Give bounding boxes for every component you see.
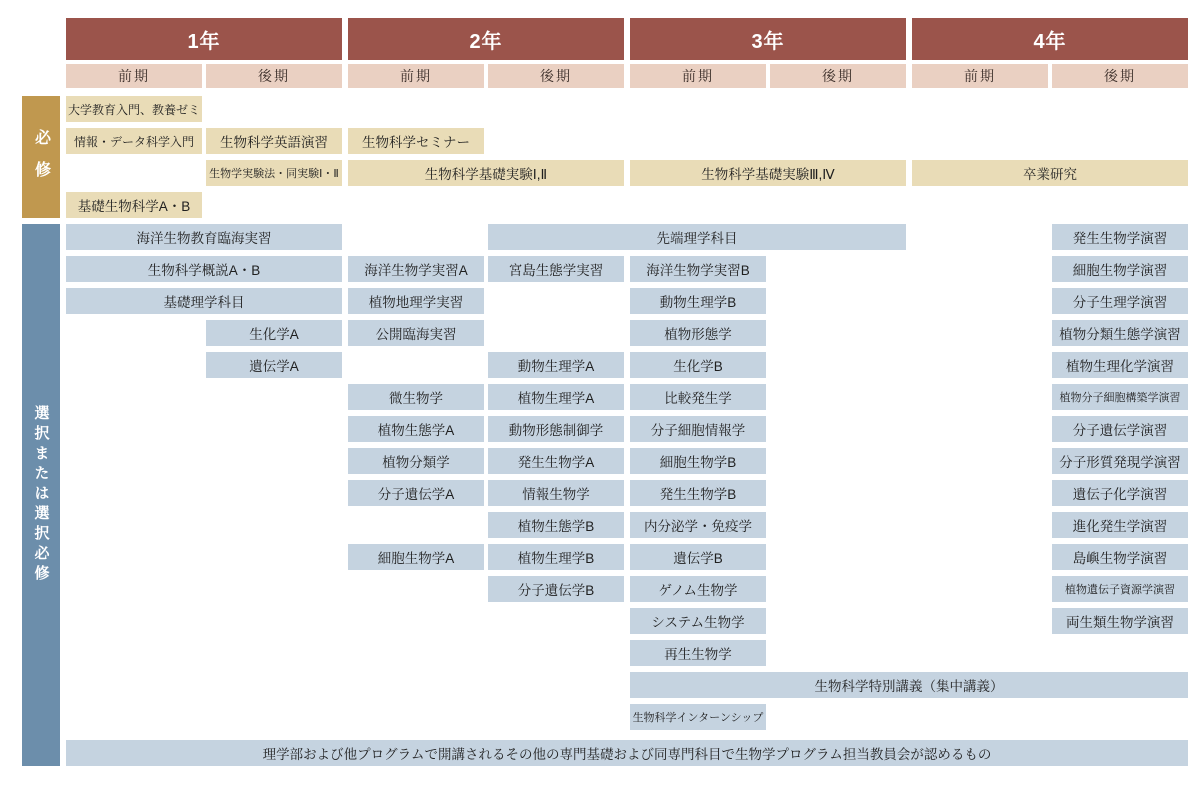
course-box: 生物科学インターンシップ [630,704,766,730]
course-box: 分子遺伝学B [488,576,624,602]
course-box: 細胞生物学B [630,448,766,474]
course-box: 発生生物学B [630,480,766,506]
term-header-y2-first: 前期 [348,64,484,88]
course-box: 分子形質発現学演習 [1052,448,1188,474]
course-box: 植物分類学 [348,448,484,474]
course-box: 宮島生態学実習 [488,256,624,282]
term-header-y1-second: 後期 [206,64,342,88]
course-box: 植物生態学A [348,416,484,442]
course-box: 遺伝学A [206,352,342,378]
course-box: 発生生物学A [488,448,624,474]
course-box: 生物学実験法・同実験Ⅰ・Ⅱ [206,160,342,186]
course-box: 細胞生物学演習 [1052,256,1188,282]
course-box: 植物地理学実習 [348,288,484,314]
term-header-y4-first: 前期 [912,64,1048,88]
course-box: 植物生理学A [488,384,624,410]
course-box: 動物生理学B [630,288,766,314]
course-box: ゲノム生物学 [630,576,766,602]
course-box: 生物科学特別講義（集中講義） [630,672,1188,698]
course-box: 生化学A [206,320,342,346]
course-box: 分子遺伝学A [348,480,484,506]
course-box: 植物遺伝子資源学演習 [1052,576,1188,602]
course-box: 生物科学基礎実験Ⅲ,Ⅳ [630,160,906,186]
course-box: 公開臨海実習 [348,320,484,346]
course-box: 情報生物学 [488,480,624,506]
course-box: 生物科学概説A・B [66,256,342,282]
year-header-1: 1年 [66,18,342,60]
course-box: 進化発生学演習 [1052,512,1188,538]
course-box: 先端理学科目 [488,224,906,250]
course-box: 植物分類生態学演習 [1052,320,1188,346]
year-header-3: 3年 [630,18,906,60]
course-box: 比較発生学 [630,384,766,410]
course-box: 内分泌学・免疫学 [630,512,766,538]
course-box: 情報・データ科学入門 [66,128,202,154]
course-box: 動物生理学A [488,352,624,378]
course-box: 基礎理学科目 [66,288,342,314]
course-box: 海洋生物学実習B [630,256,766,282]
course-box: 植物生態学B [488,512,624,538]
course-box: 生物科学基礎実験Ⅰ,Ⅱ [348,160,624,186]
course-box: 卒業研究 [912,160,1188,186]
term-header-y3-first: 前期 [630,64,766,88]
course-box: システム生物学 [630,608,766,634]
course-box: 植物分子細胞構築学演習 [1052,384,1188,410]
course-box: 遺伝子化学演習 [1052,480,1188,506]
course-box: 微生物学 [348,384,484,410]
course-box: 細胞生物学A [348,544,484,570]
course-box: 島嶼生物学演習 [1052,544,1188,570]
year-header-2: 2年 [348,18,624,60]
term-header-y3-second: 後期 [770,64,906,88]
course-box: 分子遺伝学演習 [1052,416,1188,442]
term-header-y4-second: 後期 [1052,64,1188,88]
term-header-y1-first: 前期 [66,64,202,88]
course-box: 生化学B [630,352,766,378]
course-box: 植物生理化学演習 [1052,352,1188,378]
course-box: 生物科学セミナー [348,128,484,154]
year-header-4: 4年 [912,18,1188,60]
course-box: 生物科学英語演習 [206,128,342,154]
course-box: 海洋生物教育臨海実習 [66,224,342,250]
course-box: 動物形態制御学 [488,416,624,442]
course-box: 大学教育入門、教養ゼミ [66,96,202,122]
term-header-y2-second: 後期 [488,64,624,88]
course-box: 植物形態学 [630,320,766,346]
required-section-label: 必修 [22,96,60,218]
course-box: 基礎生物科学A・B [66,192,202,218]
course-box: 発生生物学演習 [1052,224,1188,250]
course-box: 遺伝学B [630,544,766,570]
elective-section-label: 選択または選択必修 [22,224,60,766]
course-box: 海洋生物学実習A [348,256,484,282]
course-box: 植物生理学B [488,544,624,570]
course-box: 理学部および他プログラムで開講されるその他の専門基礎および同専門科目で生物学プログラム担当教員会が認めるもの [66,740,1188,766]
course-box: 両生類生物学演習 [1052,608,1188,634]
course-box: 再生生物学 [630,640,766,666]
course-box: 分子細胞情報学 [630,416,766,442]
course-box: 分子生理学演習 [1052,288,1188,314]
